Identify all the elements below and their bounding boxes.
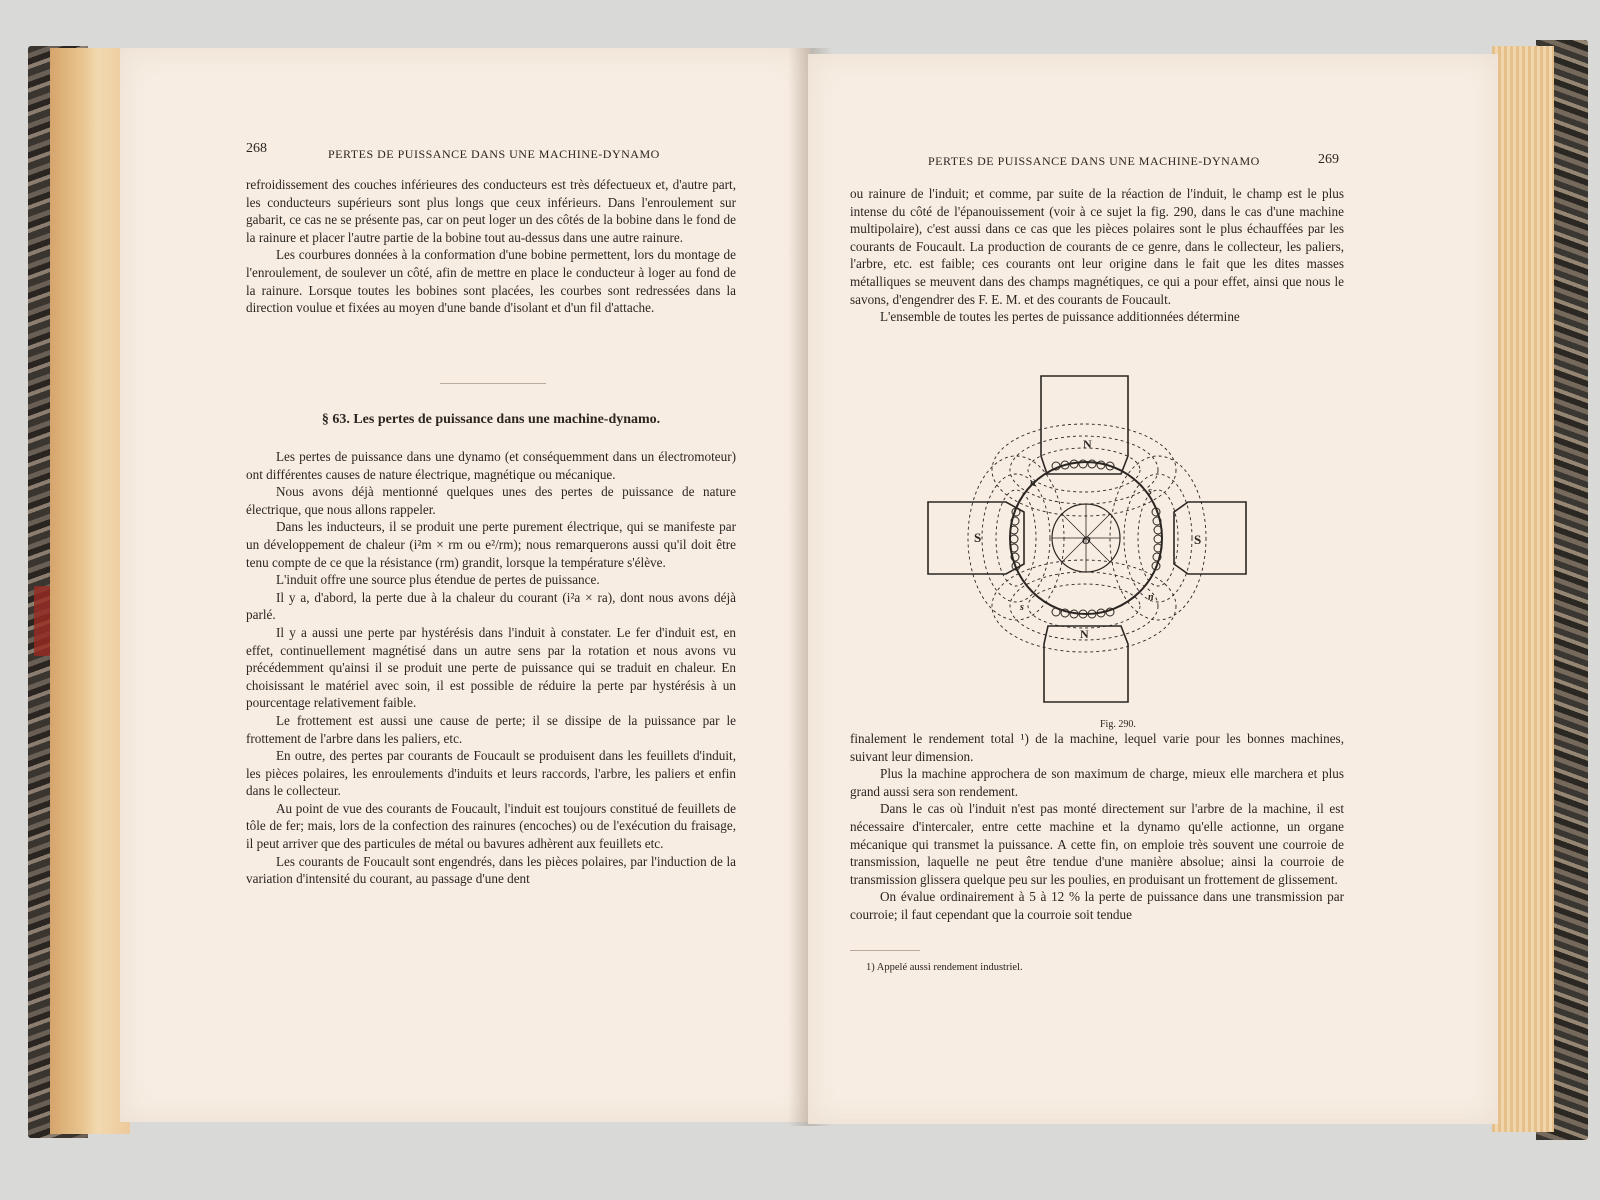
paragraph: ou rainure de l'induit; et comme, par suite de la réaction de l'induit, le champ est le plus intense du côté de l'épanouissement (voir à ce sujet la fig. 290, dans le cas d'une machine multipolaire), c'est aussi dans ce cas que les pièces polaires sont le plus échauffées par les courants de Foucault. La production de courants de ce genre, dans le collecteur, les paliers, l'arbre, etc. est faible; ces courants ont leur origine dans le fait que les dites masses métalliques se meuvent dans des champs magnétiques, ce qui a pour effet, ainsi que nous le savons, d'engendrer des F. E. M. et des courants de Foucault.	[850, 186, 1344, 307]
paragraph: Les courants de Foucault sont engendrés, dans les pièces polaires, par l'induction de la variation d'intensité du courant, au passage d'une dent	[246, 853, 736, 887]
right-page	[808, 54, 1498, 1124]
label-north-bottom: N	[1080, 627, 1089, 641]
paragraph: Il y a aussi une perte par hystérésis dans l'induit à constater. Le fer d'induit est, en effet, continuellement magnétisé dans un autre sens par la rotation et nous avons vu précédemment qu'ainsi il se produit une perte de puissance qui se traduit en chaleur. En choisissant le matériel avec soin, il est possible de réduire la perte par hystérésis à un pourcentage relativement faible.	[246, 624, 736, 711]
footnote-rule	[850, 950, 920, 951]
paragraph: refroidissement des couches inférieures des conducteurs est très défectueux et, d'autre part, les conducteurs supérieurs sont plus longs que ceux inférieurs. Dans l'enroulement sur gabarit, ce cas ne se présente pas, car on peut loger un des côtés de la bobine dans le fond de la rainure et placer l'autre partie de la bobine tout au-dessus dans une autre rainure.	[246, 177, 736, 245]
page-number-right: 269	[1318, 152, 1339, 167]
paragraph: Les courbures données à la conformation d'une bobine permettent, lors du montage de l'enroulement, de soulever un côté, afin de mettre en place le conducteur à loger au fond de la rainure. Lorsque toutes les bobines sont placées, les courbes sont redressées dans la direction voulue et fixées au moyen d'une bande d'isolant et d'un fil d'attache.	[246, 247, 736, 316]
label-south-left: S	[974, 530, 982, 545]
label-center: O	[1082, 533, 1091, 547]
right-pole-piece	[1174, 502, 1246, 574]
paragraph: Au point de vue des courants de Foucault, l'induit est toujours constitué de feuillets de tôle de fer; mais, lors de la confection des rainures (encoches) ou de l'exécution du fraisage, il peut arriver que des particules de métal ou bavures adhèrent aux feuillets etc.	[246, 800, 736, 852]
label-north-top: N	[1083, 437, 1092, 451]
label-s-small: s	[1148, 486, 1152, 497]
paragraph: Dans le cas où l'induit n'est pas monté directement sur l'arbre de la machine, il est nécessaire d'intercaler, entre cette machine et la dynamo qu'elle actionne, un organe mécanique qui transmet la puissance. A cette fin, on emploie très souvent une courroie de transmission, laquelle ne peut être tendue d'une manière absolue; ainsi la courroie de transmission glissera quelque peu sur les poulies, en produisant un frottement de glissement.	[850, 801, 1344, 887]
label-n-small: n	[1030, 478, 1036, 489]
right-top-text	[850, 185, 1344, 326]
open-book	[28, 40, 1588, 1140]
paragraph: Le frottement est aussi une cause de perte; il se dissipe de la puissance par le frottement de l'arbre dans les paliers, etc.	[246, 712, 736, 746]
paragraph: En outre, des pertes par courants de Foucault se produisent dans les feuillets d'induit, les pièces polaires, les enroulements d'induits et leurs raccords, l'arbre, les paliers et enfin dans le collecteur.	[246, 748, 736, 799]
left-page	[120, 48, 810, 1122]
paragraph: Il y a, d'abord, la perte due à la chaleur du courant (i²a × ra), dont nous avons déjà parlé.	[246, 589, 736, 623]
footnote: 1) Appelé aussi rendement industriel.	[866, 962, 1023, 973]
page-number-left: 268	[246, 141, 267, 156]
left-intro-text	[246, 176, 736, 317]
top-pole-piece	[1041, 376, 1128, 474]
label-s-small-2: s	[1020, 602, 1024, 613]
paragraph: On évalue ordinairement à 5 à 12 % la perte de puissance dans une transmission par courroie; il faut cependant que la courroie soit tendue	[850, 889, 1344, 922]
figure-caption: Fig. 290.	[1100, 719, 1136, 730]
right-page-edges	[1492, 46, 1554, 1132]
right-bottom-text	[850, 730, 1344, 924]
dynamo-figure	[926, 374, 1256, 704]
paragraph: Les pertes de puissance dans une dynamo (et conséquemment dans un électromoteur) ont différentes causes de nature électrique, magnétique ou mécanique.	[246, 449, 736, 482]
label-south-right: S	[1194, 532, 1202, 547]
left-body-text	[246, 448, 736, 888]
paragraph: L'ensemble de toutes les pertes de puissance additionnées détermine	[880, 309, 1240, 325]
paragraph: L'induit offre une source plus étendue de pertes de puissance.	[276, 572, 600, 588]
left-page-edges	[50, 48, 130, 1134]
section-title: § 63. Les pertes de puissance dans une machine-dynamo.	[321, 412, 661, 427]
paragraph: Dans les inducteurs, il se produit une perte purement électrique, qui se manifeste par un développement de chaleur (i²m × rm ou e²/rm); nous remarquerons aussi qu'il doit être tenu compte de ce que la résistance (rm) grandit, lorsque la température s'élève.	[246, 519, 736, 570]
paragraph: Nous avons déjà mentionné quelques unes des pertes de puissance de nature électrique, que nous allons rappeler.	[246, 484, 736, 517]
separator-rule	[440, 383, 546, 384]
paragraph: finalement le rendement total ¹) de la machine, lequel varie pour les bonnes machines, suivant leur dimension.	[850, 731, 1344, 764]
running-head-left: PERTES DE PUISSANCE DANS UNE MACHINE-DYNAMO	[328, 147, 660, 161]
running-head-right: PERTES DE PUISSANCE DANS UNE MACHINE-DYNAMO	[928, 154, 1260, 168]
paragraph: Plus la machine approchera de son maximum de charge, mieux elle marchera et plus grand aussi sera son rendement.	[850, 766, 1344, 799]
label-n-small-2: n	[1148, 592, 1154, 603]
